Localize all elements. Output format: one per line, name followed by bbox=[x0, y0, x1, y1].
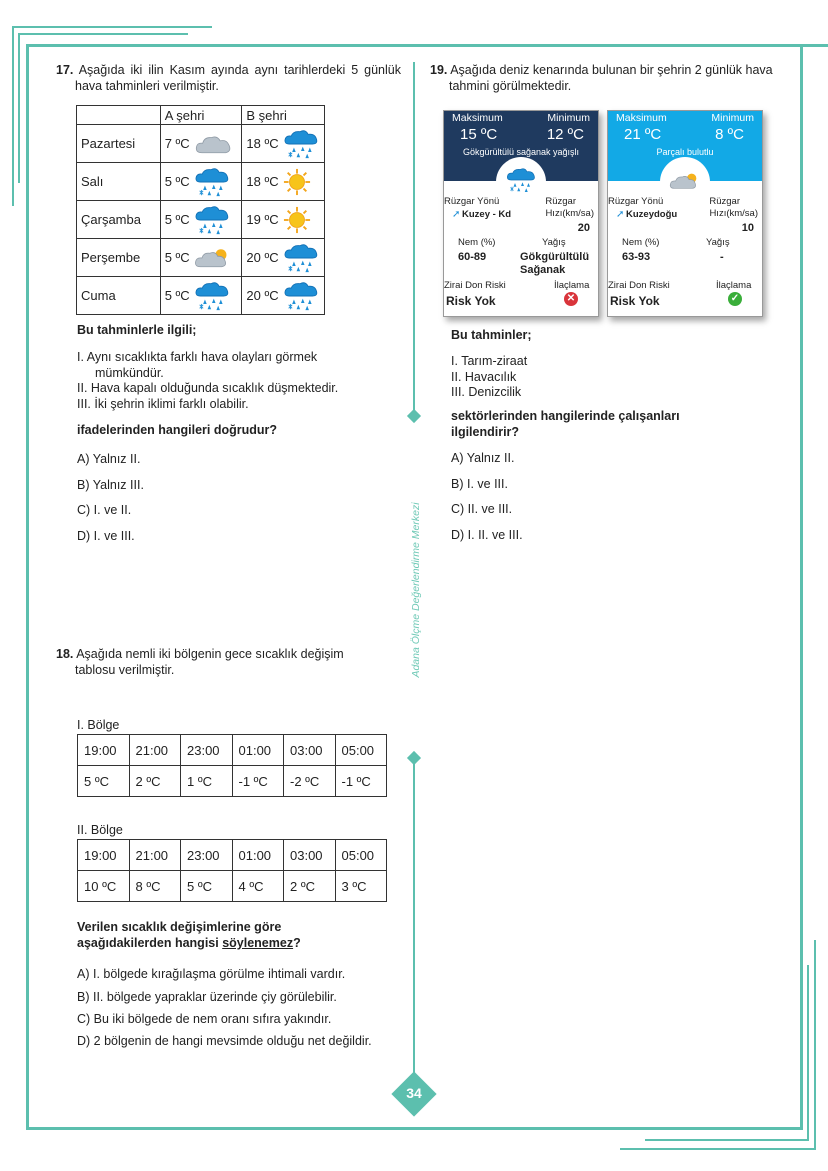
time-cell: 23:00 bbox=[181, 735, 233, 766]
temp-cell: 2 ºC bbox=[129, 766, 181, 797]
precip: Gökgürültülü bbox=[520, 251, 590, 263]
max-temp: 21 ºC bbox=[624, 126, 662, 143]
rain-snow-icon bbox=[283, 281, 319, 311]
column-divider bbox=[413, 758, 415, 1088]
q17-b-temp: 20 ºC bbox=[246, 250, 279, 265]
humidity-label: Nem (%) bbox=[458, 237, 496, 248]
border-line bbox=[807, 965, 809, 1140]
q17-day: Çarşamba bbox=[77, 201, 161, 239]
q17-option-d[interactable]: D) I. ve III. bbox=[77, 529, 135, 543]
q19-option-a[interactable]: A) Yalnız II. bbox=[451, 451, 515, 465]
time-cell: 21:00 bbox=[129, 735, 181, 766]
q19-sectors bbox=[451, 354, 527, 401]
border-line bbox=[620, 1148, 816, 1150]
min-label: Minimum bbox=[711, 112, 754, 124]
q17-stem bbox=[56, 63, 401, 94]
max-label: Maksimum bbox=[452, 112, 503, 124]
column-divider bbox=[413, 62, 415, 418]
q17-day: Pazartesi bbox=[77, 125, 161, 163]
q18-question-underlined: söylenemez bbox=[222, 935, 294, 950]
time-cell: 19:00 bbox=[78, 840, 130, 871]
spray-not-allowed-icon: ✕ bbox=[564, 292, 578, 306]
temp-cell: 8 ºC bbox=[129, 871, 181, 902]
time-cell: 05:00 bbox=[335, 735, 387, 766]
spray-label: İlaçlama bbox=[716, 280, 752, 291]
wind-speed: 20 bbox=[577, 222, 590, 234]
q17-b-temp: 20 ºC bbox=[246, 288, 279, 303]
q18-stem-text: Aşağıda nemli iki bölgenin gece sıcaklık değişim tablosu verilmiştir. bbox=[75, 647, 344, 677]
wind-speed: 10 bbox=[741, 222, 754, 234]
q19-option-b[interactable]: B) I. ve III. bbox=[451, 477, 508, 491]
border-line bbox=[26, 1127, 802, 1130]
wind-speed-label: Rüzgar bbox=[709, 196, 740, 207]
wind-arrow-icon: ➚ bbox=[616, 209, 625, 220]
q17-stem-text: Aşağıda iki ilin Kasım ayında aynı tarihlerdeki 5 günlük hava tahminleri verilmiştir. bbox=[75, 63, 401, 93]
wind-dir-label: Rüzgar Yönü bbox=[444, 196, 500, 207]
table-row bbox=[78, 840, 387, 871]
wind-arrow-icon: ➚ bbox=[452, 209, 461, 220]
table-row bbox=[78, 735, 387, 766]
min-label: Minimum bbox=[547, 112, 590, 124]
q18-stem bbox=[56, 647, 386, 678]
q17-b-temp: 19 ºC bbox=[246, 212, 279, 227]
q17-b-temp: 18 ºC bbox=[246, 136, 279, 151]
q18-region-2-table bbox=[77, 839, 387, 902]
wind-dir-label: Rüzgar Yönü bbox=[608, 196, 664, 207]
thunder-rain-icon bbox=[506, 167, 536, 193]
table-row bbox=[77, 277, 325, 315]
temp-cell: 2 ºC bbox=[284, 871, 336, 902]
q17-statement: III. İki şehrin iklimi farklı olabilir. bbox=[77, 396, 249, 411]
q17-statements bbox=[77, 350, 387, 413]
temp-cell: 10 ºC bbox=[78, 871, 130, 902]
time-cell: 01:00 bbox=[232, 840, 284, 871]
q17-option-a[interactable]: A) Yalnız II. bbox=[77, 452, 141, 466]
q19-option-d[interactable]: D) I. II. ve III. bbox=[451, 528, 523, 542]
sun-icon bbox=[283, 206, 311, 234]
page-number: 34 bbox=[406, 1085, 422, 1101]
q18-option-b[interactable]: B) II. bölgede yapraklar üzerinde çiy görülebilir. bbox=[77, 990, 337, 1004]
q17-col-a: A şehri bbox=[160, 106, 242, 125]
weather-desc: Parçalı bulutlu bbox=[656, 147, 714, 157]
temp-cell: 3 ºC bbox=[335, 871, 387, 902]
time-cell: 03:00 bbox=[284, 840, 336, 871]
max-label: Maksimum bbox=[616, 112, 667, 124]
table-row bbox=[77, 239, 325, 277]
q19-number: 19. bbox=[430, 63, 448, 77]
table-row bbox=[77, 201, 325, 239]
q18-option-d[interactable]: D) 2 bölgenin de hangi mevsimde olduğu net değildir. bbox=[77, 1034, 372, 1048]
time-cell: 03:00 bbox=[284, 735, 336, 766]
divider-diamond bbox=[407, 409, 421, 423]
time-cell: 05:00 bbox=[335, 840, 387, 871]
border-line bbox=[18, 33, 188, 35]
border-line bbox=[12, 26, 14, 206]
q19-stem-text: Aşağıda deniz kenarında bulunan bir şehrin 2 günlük hava tahmini görülmektedir. bbox=[449, 63, 773, 93]
q18-option-c[interactable]: C) Bu iki bölgede de nem oranı sıfıra yakındır. bbox=[77, 1012, 332, 1026]
q19-sector: II. Havacılık bbox=[451, 369, 517, 384]
border-line bbox=[26, 44, 828, 47]
frost-label: Zirai Don Riski bbox=[444, 280, 506, 291]
border-line bbox=[814, 940, 816, 1150]
rain-snow-icon bbox=[194, 205, 230, 235]
temp-cell: 1 ºC bbox=[181, 766, 233, 797]
humidity: 60-89 bbox=[458, 251, 487, 263]
cloud-icon bbox=[194, 133, 232, 155]
partly-cloudy-icon bbox=[669, 172, 701, 190]
rain-snow-icon bbox=[283, 129, 319, 159]
q17-question: ifadelerinden hangileri doğrudur? bbox=[77, 423, 278, 437]
weather-desc: Gökgürültülü sağanak yağışlı bbox=[462, 147, 580, 157]
time-cell: 01:00 bbox=[232, 735, 284, 766]
precip: Sağanak bbox=[520, 264, 566, 276]
forecast-card-1 bbox=[443, 110, 599, 317]
q17-option-c[interactable]: C) I. ve II. bbox=[77, 503, 132, 517]
rain-snow-icon bbox=[283, 243, 319, 273]
q18-question-post: ? bbox=[293, 935, 301, 950]
temp-cell: -1 ºC bbox=[335, 766, 387, 797]
partly-cloudy-icon bbox=[194, 247, 232, 269]
spray-label: İlaçlama bbox=[554, 280, 590, 291]
time-cell: 21:00 bbox=[129, 840, 181, 871]
border-line bbox=[800, 44, 803, 1130]
precip-label: Yağış bbox=[542, 237, 566, 248]
q17-a-temp: 5 ºC bbox=[164, 174, 190, 189]
q19-question: sektörlerinden hangilerinde çalışanları ilgilendirir? bbox=[451, 409, 680, 439]
wind-speed-label: Hızı(km/sa) bbox=[545, 208, 594, 219]
q18-question-pre: aşağıdakilerden hangisi bbox=[77, 935, 223, 950]
q17-statement: I. Aynı sıcaklıkta farklı hava olayları görmek mümkündür. bbox=[77, 350, 318, 380]
q19-option-c[interactable]: C) II. ve III. bbox=[451, 502, 513, 516]
q17-lead: Bu tahminlerle ilgili; bbox=[77, 323, 197, 337]
q19-lead: Bu tahminler; bbox=[451, 328, 532, 342]
spray-allowed-icon: ✓ bbox=[728, 292, 742, 306]
q17-b-temp: 18 ºC bbox=[246, 174, 279, 189]
border-line bbox=[18, 33, 20, 183]
frost-label: Zirai Don Riski bbox=[608, 280, 670, 291]
q17-weather-table bbox=[76, 105, 325, 315]
border-line bbox=[645, 1139, 809, 1141]
wind-speed-label: Rüzgar bbox=[545, 196, 576, 207]
q18-region-1-table bbox=[77, 734, 387, 797]
max-temp: 15 ºC bbox=[460, 126, 498, 143]
q17-a-temp: 7 ºC bbox=[164, 136, 190, 151]
q17-a-temp: 5 ºC bbox=[164, 288, 190, 303]
sun-icon bbox=[283, 168, 311, 196]
table-row bbox=[78, 871, 387, 902]
wind-dir: Kuzey - Kd bbox=[462, 209, 512, 220]
temp-cell: -2 ºC bbox=[284, 766, 336, 797]
q17-day: Perşembe bbox=[77, 239, 161, 277]
precip-label: Yağış bbox=[706, 237, 730, 248]
time-cell: 19:00 bbox=[78, 735, 130, 766]
watermark: Adana Ölçme Değerlendirme Merkezi bbox=[410, 502, 422, 678]
table-row bbox=[77, 125, 325, 163]
humidity: 63-93 bbox=[622, 251, 651, 263]
q17-a-temp: 5 ºC bbox=[164, 250, 190, 265]
q18-question bbox=[77, 920, 301, 951]
temp-cell: -1 ºC bbox=[232, 766, 284, 797]
wind-dir: Kuzeydoğu bbox=[626, 209, 678, 220]
q17-statement: II. Hava kapalı olduğunda sıcaklık düşmektedir. bbox=[77, 381, 339, 396]
border-line bbox=[26, 44, 29, 1130]
q18-number: 18. bbox=[56, 647, 74, 661]
q17-day: Cuma bbox=[77, 277, 161, 315]
q17-a-temp: 5 ºC bbox=[164, 212, 190, 227]
time-cell: 23:00 bbox=[181, 840, 233, 871]
table-row bbox=[77, 163, 325, 201]
wind-speed-label: Hızı(km/sa) bbox=[709, 208, 758, 219]
temp-cell: 5 ºC bbox=[78, 766, 130, 797]
q17-option-b[interactable]: B) Yalnız III. bbox=[77, 478, 144, 492]
min-temp: 8 ºC bbox=[715, 126, 744, 143]
q17-number: 17. bbox=[56, 63, 74, 77]
q18-option-a[interactable]: A) I. bölgede kırağılaşma görülme ihtimali vardır. bbox=[77, 967, 346, 981]
q18-question-line1: Verilen sıcaklık değişimlerine göre bbox=[77, 920, 282, 934]
rain-snow-icon bbox=[194, 281, 230, 311]
q18-question-line2 bbox=[77, 936, 301, 952]
rain-snow-icon bbox=[194, 167, 230, 197]
divider-diamond bbox=[407, 751, 421, 765]
q19-stem bbox=[430, 63, 785, 94]
q19-sector: III. Denizcilik bbox=[451, 385, 522, 400]
humidity-label: Nem (%) bbox=[622, 237, 660, 248]
temp-cell: 4 ºC bbox=[232, 871, 284, 902]
forecast-card-2 bbox=[607, 110, 763, 317]
frost-risk: Risk Yok bbox=[446, 294, 496, 308]
frost-risk: Risk Yok bbox=[610, 294, 660, 308]
border-line bbox=[12, 26, 212, 28]
table-row bbox=[78, 766, 387, 797]
q19-sector: I. Tarım-ziraat bbox=[451, 354, 528, 368]
q18-region-label: II. Bölge bbox=[77, 823, 123, 837]
precip: - bbox=[720, 251, 724, 263]
temp-cell: 5 ºC bbox=[181, 871, 233, 902]
min-temp: 12 ºC bbox=[546, 126, 584, 143]
q17-day: Salı bbox=[77, 163, 161, 201]
q18-region-label: I. Bölge bbox=[77, 718, 120, 732]
q17-col-b: B şehri bbox=[242, 106, 325, 125]
